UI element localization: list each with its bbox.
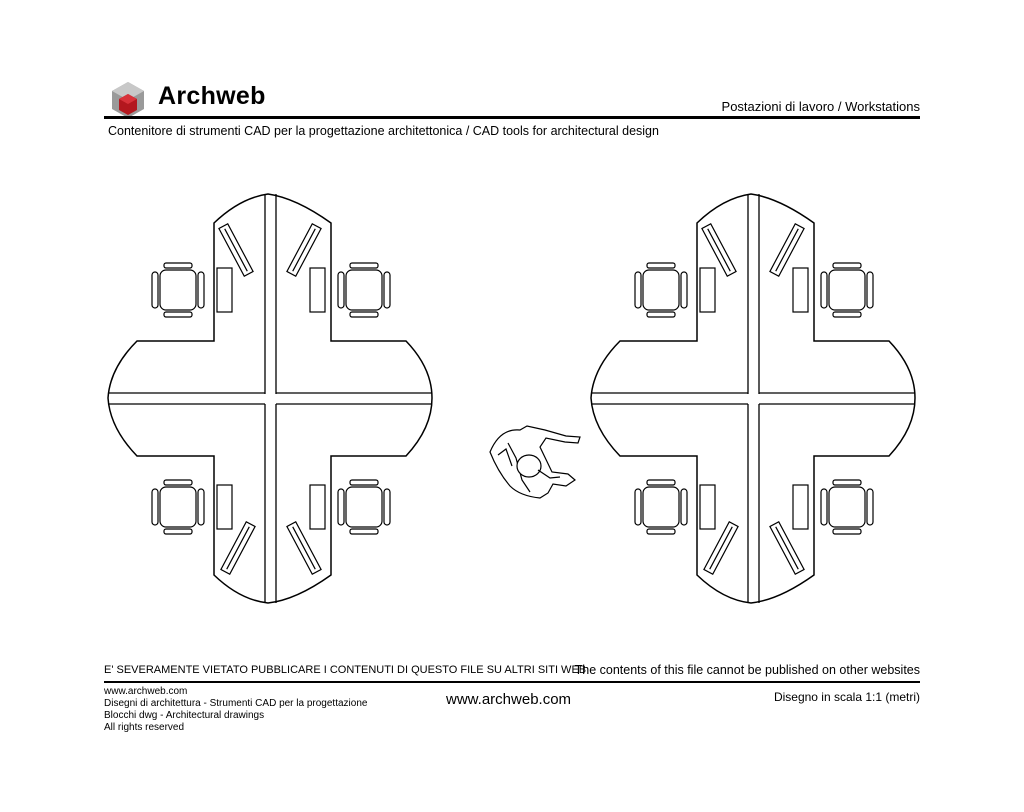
- right-workstation-cluster: [591, 194, 915, 603]
- footer-rule: [104, 681, 920, 683]
- warning-english: The contents of this file cannot be published on other websites: [574, 663, 920, 677]
- footer-line-drawings: Disegni di architettura - Strumenti CAD per la progettazione: [104, 698, 368, 709]
- left-workstation-cluster: [108, 194, 432, 603]
- brand-name: Archweb: [158, 82, 266, 110]
- section-title: Postazioni di lavoro / Workstations: [721, 99, 920, 114]
- footer-line-rights: All rights reserved: [104, 722, 185, 733]
- drawing-scale: Disegno in scala 1:1 (metri): [773, 690, 920, 704]
- person-figure: [490, 426, 580, 498]
- website-link[interactable]: www.archweb.com: [446, 691, 572, 708]
- subtitle: Contenitore di strumenti CAD per la progettazione architettonica / CAD tools for architectural design: [108, 124, 659, 138]
- footer-line-site: www.archweb.com: [104, 686, 188, 697]
- footer-line-blocks: Blocchi dwg - Architectural drawings: [104, 710, 265, 721]
- warning-italian: E' SEVERAMENTE VIETATO PUBBLICARE I CONTENUTI DI QUESTO FILE SU ALTRI SITI WEB: [104, 664, 587, 676]
